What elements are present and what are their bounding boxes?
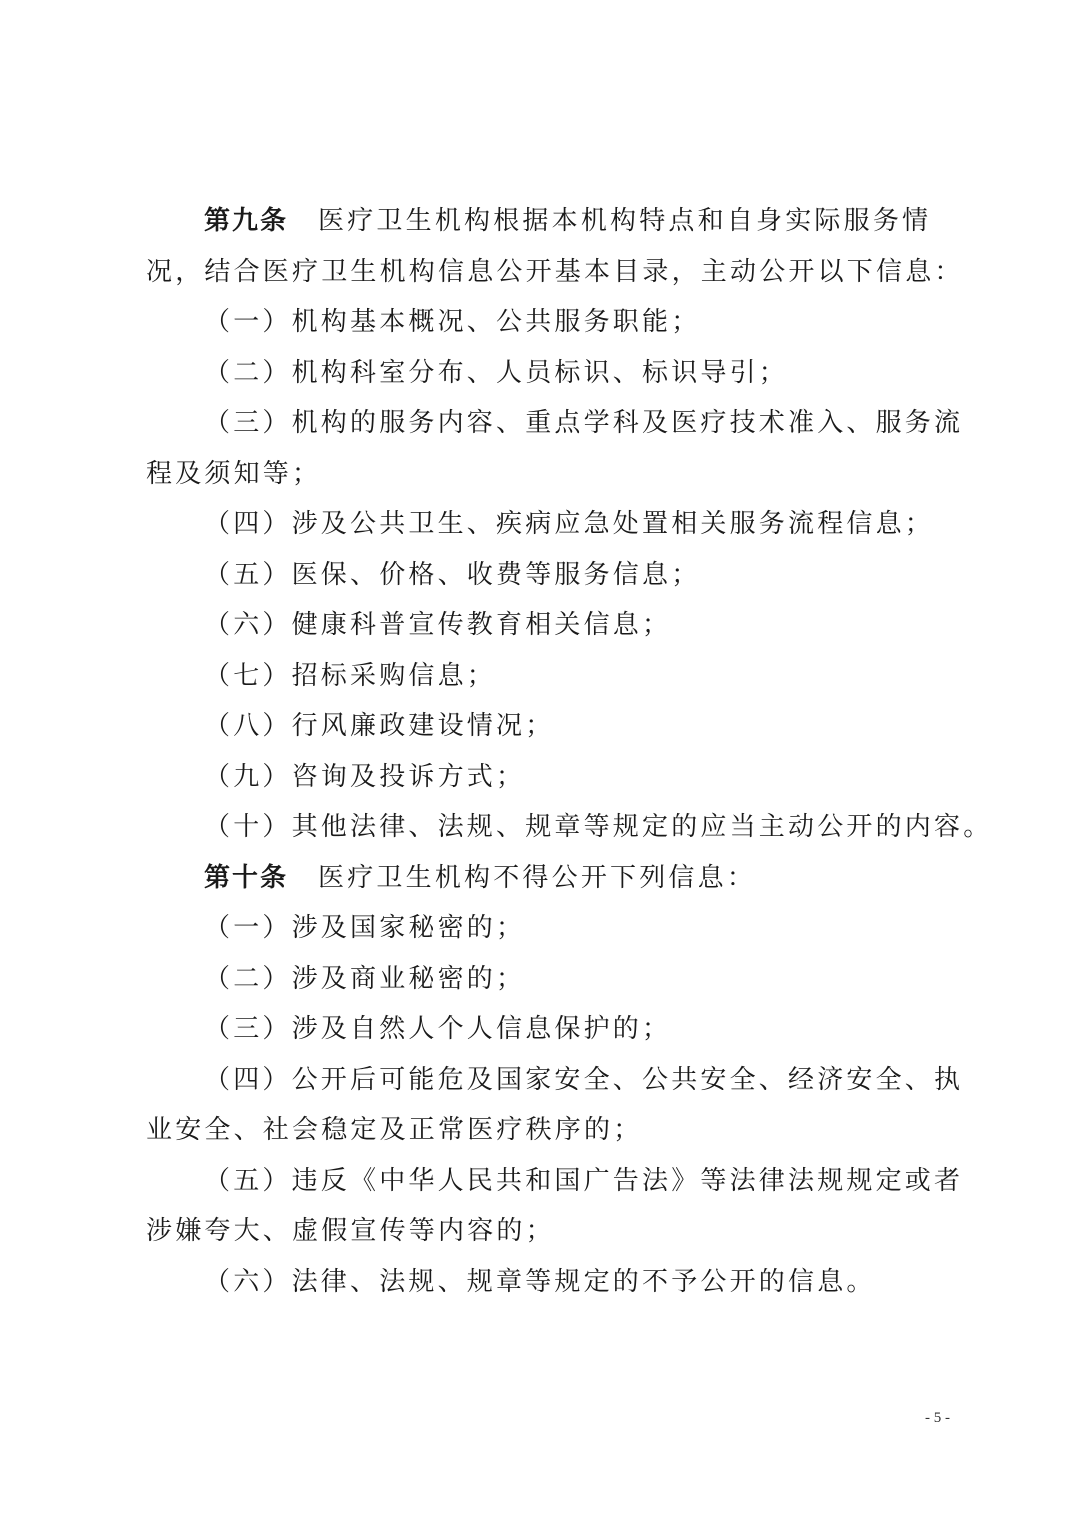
article-9-item-7: （七）招标采购信息； bbox=[204, 660, 497, 691]
article-10-item-5: （五）违反《中华人民共和国广告法》等法律法规规定或者 bbox=[204, 1165, 964, 1196]
article-9-item-8: （八）行风廉政建设情况； bbox=[204, 711, 555, 741]
article-9-item-1: （一）机构基本概况、公共服务职能； bbox=[204, 307, 701, 337]
article-9-intro bbox=[146, 196, 942, 247]
article-10-heading: 第十条 bbox=[204, 862, 289, 893]
article-9-item-2: （二）机构科室分布、人员标识、标识导引； bbox=[204, 357, 789, 388]
page-number: - 5 - bbox=[925, 1410, 950, 1426]
article-9-heading: 第九条 bbox=[204, 206, 289, 236]
article-9-item-3-continued: 程及须知等； bbox=[146, 458, 322, 489]
article-9-item-5: （五）医保、价格、收费等服务信息； bbox=[204, 559, 701, 590]
article-9-intro-text: 医疗卫生机构根据本机构特点和自身实际服务情 bbox=[318, 206, 932, 236]
article-9-item-6: （六）健康科普宣传教育相关信息； bbox=[204, 610, 672, 640]
article-9-item-4: （四）涉及公共卫生、疾病应急处置相关服务流程信息； bbox=[204, 509, 935, 539]
article-10-item-6: （六）法律、法规、规章等规定的不予公开的信息。 bbox=[204, 1266, 876, 1297]
article-10-item-5-continued: 涉嫌夸大、虚假宣传等内容的； bbox=[146, 1216, 555, 1246]
article-10-item-1: （一）涉及国家秘密的； bbox=[204, 913, 526, 943]
article-9-item-3: （三）机构的服务内容、重点学科及医疗技术准入、服务流 bbox=[204, 408, 964, 438]
article-10-item-4: （四）公开后可能危及国家安全、公共安全、经济安全、执 bbox=[204, 1064, 964, 1095]
article-9-intro-continued: 况，结合医疗卫生机构信息公开基本目录，主动公开以下信息： bbox=[146, 256, 964, 287]
document-body bbox=[146, 196, 993, 1307]
article-9-item-9: （九）咨询及投诉方式； bbox=[204, 761, 526, 792]
article-10-intro bbox=[146, 853, 942, 904]
article-10-item-4-continued: 业安全、社会稳定及正常医疗秩序的； bbox=[146, 1115, 643, 1145]
article-10-intro-text: 医疗卫生机构不得公开下列信息： bbox=[318, 862, 757, 893]
article-9-item-10: （十）其他法律、法规、规章等规定的应当主动公开的内容。 bbox=[204, 812, 993, 842]
article-10-item-2: （二）涉及商业秘密的； bbox=[204, 963, 526, 994]
article-10-item-3: （三）涉及自然人个人信息保护的； bbox=[204, 1014, 672, 1044]
